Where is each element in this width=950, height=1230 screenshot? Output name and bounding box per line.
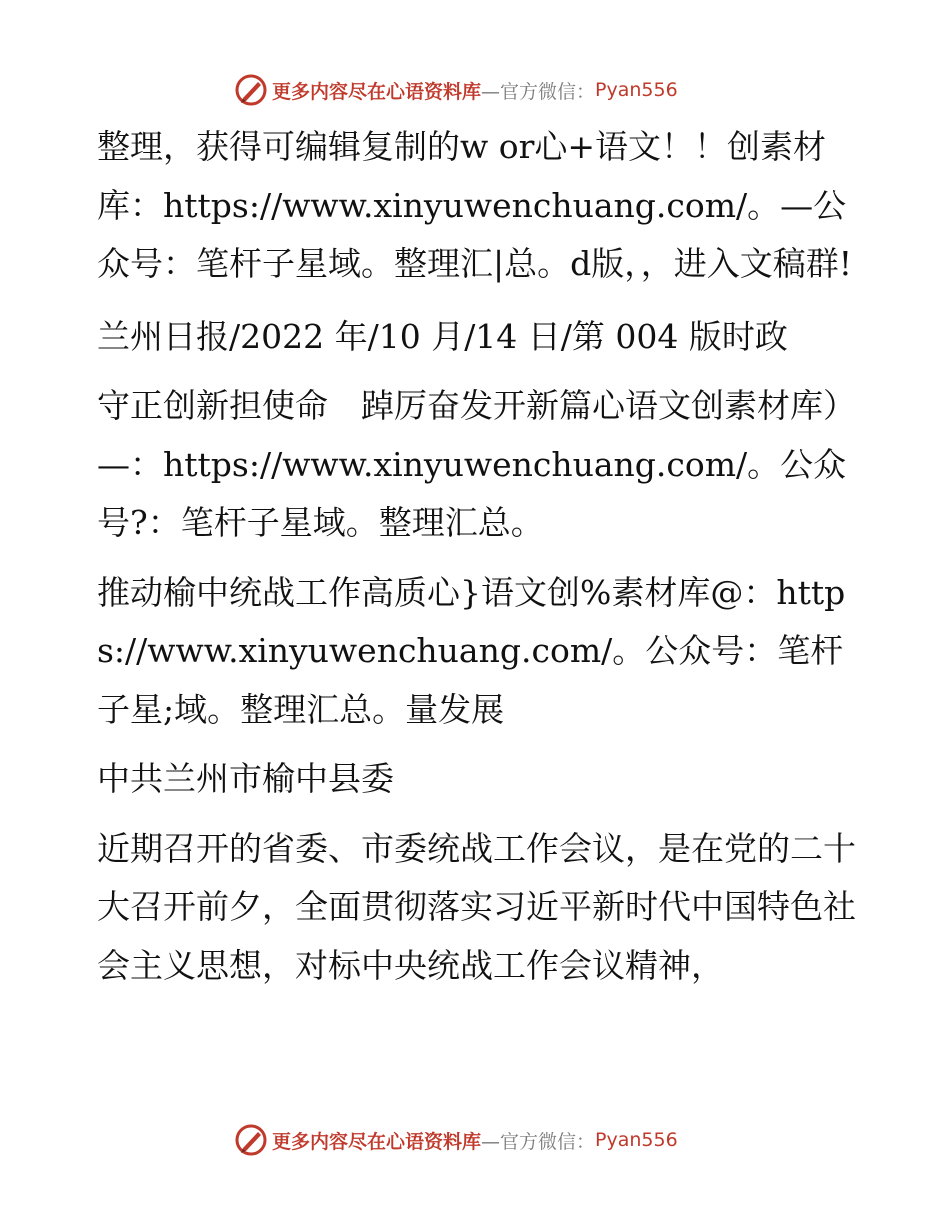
- pen-logo-icon: [234, 1123, 268, 1157]
- source-line: 兰州日报/2022 年/10 月/14 日/第 004 版时政: [97, 316, 788, 356]
- article-title: 守正创新担使命 踔厉奋发开新篇心语文创素材库）—：https://www.xinyuwenchuang.com/。公众号?：笔杆子星域。整理汇总。: [97, 386, 856, 542]
- banner-wechat-label: —官方微信：: [481, 1130, 596, 1153]
- banner-wechat-label: —官方微信：: [481, 80, 596, 103]
- header-watermark-banner: [234, 72, 678, 108]
- body-paragraph: 近期召开的省委、市委统战工作会议，是在党的二十大召开前夕，全面贯彻落实习近平新时代中国特色社会主义思想，对标中央统战工作会议精神，: [97, 828, 856, 985]
- author-line: 中共兰州市榆中县委: [97, 759, 394, 798]
- banner-wechat-id: Pyan556: [595, 79, 678, 101]
- article-subtitle: 推动榆中统战工作高质心}语文创%素材库@：https://www.xinyuwenchuang.com/。公众号：笔杆子星;域。整理汇总。量发展: [97, 572, 846, 729]
- document-body: [97, 118, 857, 1006]
- intro-paragraph: 整理，获得可编辑复制的w or心+语文！！创素材库：https://www.xinyuwenchuang.com/。—公众号：笔杆子星域。整理汇|总。d版，，进入文稿群!: [97, 127, 853, 283]
- banner-wechat-id: Pyan556: [595, 1129, 678, 1151]
- banner-site-text: 更多内容尽在心语资料库: [272, 80, 482, 103]
- pen-logo-icon: [234, 73, 268, 107]
- banner-site-text: 更多内容尽在心语资料库: [272, 1130, 482, 1153]
- footer-watermark-banner: [234, 1122, 678, 1158]
